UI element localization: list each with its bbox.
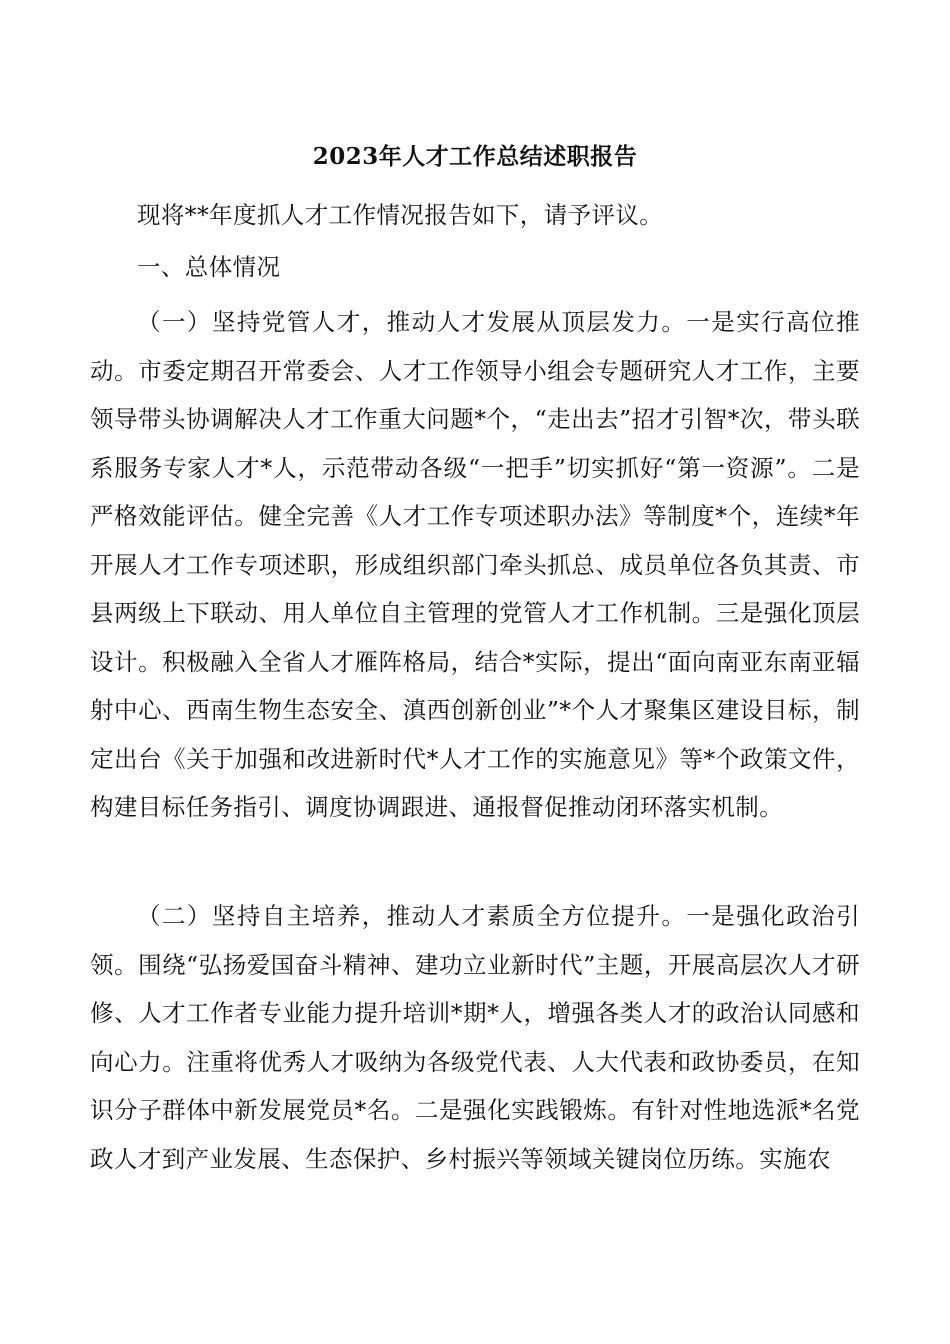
document-title: 2023年人才工作总结述职报告 [312,143,638,170]
body-paragraph-1: （一）坚持党管人才，推动人才发展从顶层发力。一是实行高位推动。市委定期召开常委会、人才工作领导小组会专题研究人才工作，主要领导带头协调解决人才工作重大问题*个，“走出去”招才引智*次，带头联系服务专家人才*人，示范带动各级“一把手”切实抓好“第一资源”。二是严格效能评估。健全完善《人才工作专项述职办法》等制度*个，连续*年开展人才工作专项述职，形成组织部门牵头抓总、成员单位各负其责、市县两级上下联动、用人单位自主管理的党管人才工作机制。三是强化顶层设计。积极融入全省人才雁阵格局，结合*实际，提出“面向南亚东南亚辐射中心、西南生物生态安全、滇西创新创业”*个人才聚集区建设目标，制定出台《关于加强和改进新时代*人才工作的实施意见》等*个政策文件，构建目标任务指引、调度协调跟进、通报督促推动闭环落实机制。 [90,308,860,821]
intro-paragraph: 现将**年度抓人才工作情况报告如下，请予评议。 [137,201,664,229]
section-heading: 一、总体情况 [137,253,281,281]
body-paragraph-2: （二）坚持自主培养，推动人才素质全方位提升。一是强化政治引领。围绕“弘扬爱国奋斗精神、建功立业新时代”主题，开展高层次人才研修、人才工作者专业能力提升培训*期*人，增强各类人才的政治认同感和向心力。注重将优秀人才吸纳为各级党代表、人大代表和政协委员，在知识分子群体中新发展党员*名。二是强化实践锻炼。有针对性地选派*名党政人才到产业发展、生态保护、乡村振兴等领域关键岗位历练。实施农 [90,902,860,1173]
